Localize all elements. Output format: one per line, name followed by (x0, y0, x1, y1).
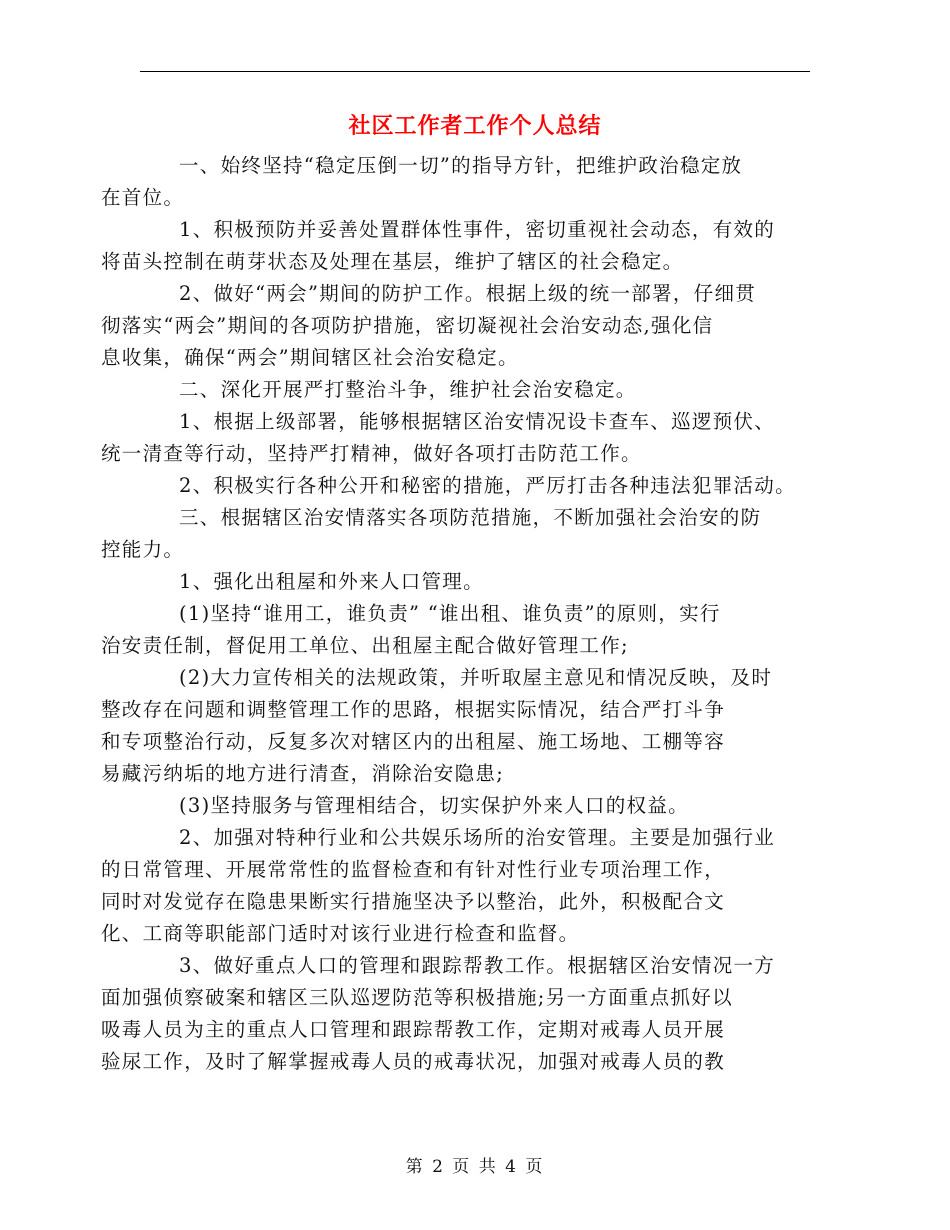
paragraph-line: 1、根据上级部署，能够根据辖区治安情况设卡查车、巡逻预伏、 (179, 410, 776, 433)
paragraph-line: (3)坚持服务与管理相结合，切实保护外来人口的权益。 (179, 794, 689, 817)
paragraph-line: (2)大力宣传相关的法规政策，并听取屋主意见和情况反映，及时 (179, 666, 773, 689)
paragraph (101, 502, 812, 566)
paragraph (101, 278, 812, 374)
paragraph (101, 214, 812, 278)
paragraph-line: 的日常管理、开展常常性的监督检查和有针对性行业专项治理工作， (101, 858, 726, 881)
page-footer: 第 2 页 共 4 页 (405, 1157, 545, 1177)
paragraph-line: 2、积极实行各种公开和秘密的措施，严厉打击各种违法犯罪活动。 (179, 474, 796, 497)
document-title: 社区工作者工作个人总结 (348, 113, 602, 139)
paragraph-line: 面加强侦察破案和辖区三队巡逻防范等积极措施;另一方面重点抓好以 (101, 986, 733, 1009)
paragraph (101, 822, 812, 950)
paragraph-line: 化、工商等职能部门适时对该行业进行检查和监督。 (101, 922, 580, 945)
paragraph-line: 3、做好重点人口的管理和跟踪帮教工作。根据辖区治安情况一方 (179, 954, 776, 977)
header-rule (140, 71, 810, 72)
paragraph-line: 二、深化开展严打整治斗争，维护社会治安稳定。 (179, 378, 637, 401)
paragraph-line: 吸毒人员为主的重点人口管理和跟踪帮教工作，定期对戒毒人员开展 (101, 1018, 726, 1041)
paragraph (101, 406, 812, 470)
paragraph-line: 统一清查等行动，坚持严打精神，做好各项打击防范工作。 (101, 442, 642, 465)
paragraph-line: 2、做好“两会”期间的防护工作。根据上级的统一部署，仔细贯 (179, 282, 757, 305)
paragraph-line: 整改存在问题和调整管理工作的思路，根据实际情况，结合严打斗争 (101, 698, 726, 721)
document-body (101, 150, 812, 1078)
paragraph-line: 易藏污纳垢的地方进行清查，消除治安隐患; (101, 762, 505, 785)
paragraph-line: 2、加强对特种行业和公共娱乐场所的治安管理。主要是加强行业 (179, 826, 776, 849)
paragraph-line: 治安责任制，督促用工单位、出租屋主配合做好管理工作; (101, 634, 629, 657)
paragraph (101, 662, 812, 790)
paragraph-line: 彻落实“两会”期间的各项防护措施，密切凝视社会治安动态,强化信 (101, 314, 714, 337)
paragraph-line: 三、根据辖区治安情落实各项防范措施，不断加强社会治安的防 (179, 506, 762, 529)
paragraph-line: 和专项整治行动，反复多次对辖区内的出租屋、施工场地、工棚等容 (101, 730, 726, 753)
paragraph-line: (1)坚持“谁用工，谁负责” “谁出租、谁负责”的原则，实行 (179, 602, 721, 625)
paragraph-line: 一、始终坚持“稳定压倒一切”的指导方针，把维护政治稳定放 (179, 154, 743, 177)
paragraph-line: 验尿工作，及时了解掌握戒毒人员的戒毒状况，加强对戒毒人员的教 (101, 1050, 726, 1073)
paragraph-line: 1、积极预防并妥善处置群体性事件，密切重视社会动态，有效的 (179, 218, 776, 241)
paragraph-line: 控能力。 (101, 538, 185, 561)
paragraph (101, 950, 812, 1078)
paragraph (140, 566, 812, 598)
paragraph-line: 将苗头控制在萌芽状态及处理在基层，维护了辖区的社会稳定。 (101, 250, 684, 273)
paragraph (140, 470, 812, 502)
paragraph (140, 374, 812, 406)
paragraph-line: 在首位。 (101, 186, 185, 209)
paragraph-line: 息收集，确保“两会”期间辖区社会治安稳定。 (101, 346, 519, 369)
paragraph (101, 150, 812, 214)
paragraph-line: 同时对发觉存在隐患果断实行措施坚决予以整治，此外，积极配合文 (101, 890, 726, 913)
paragraph-line: 1、强化出租屋和外来人口管理。 (179, 570, 484, 593)
paragraph (140, 790, 812, 822)
paragraph (101, 598, 812, 662)
